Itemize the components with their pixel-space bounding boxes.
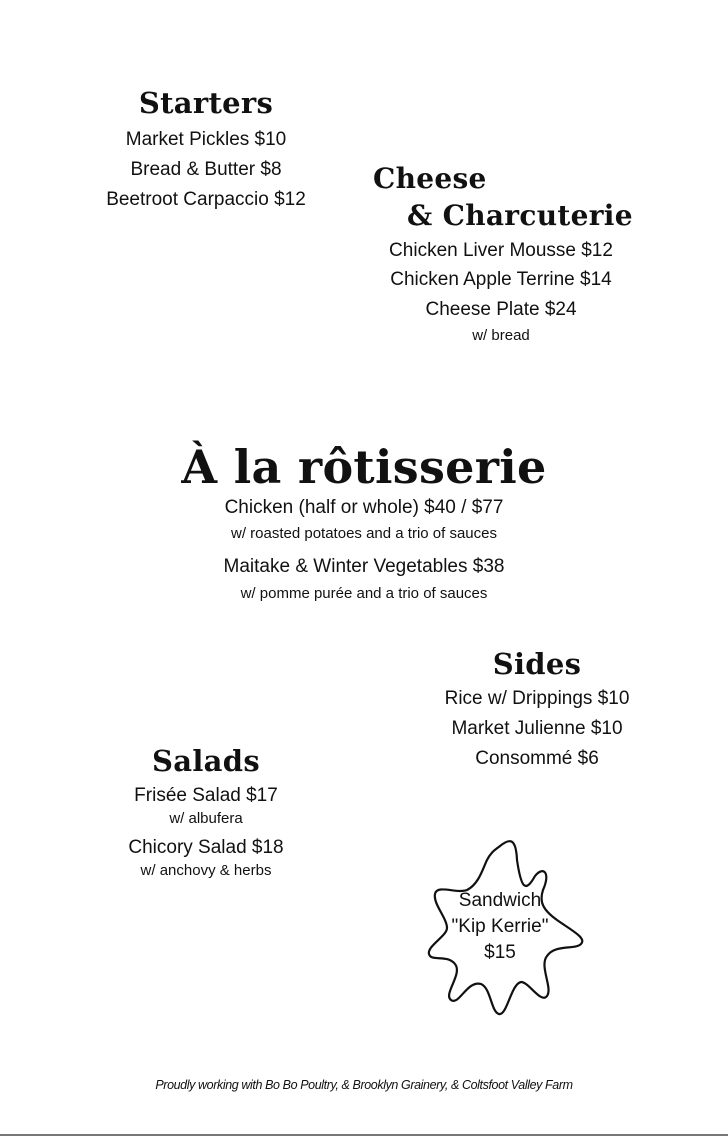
menu-item: Bread & Butter $8 (130, 159, 282, 180)
special-line: $15 (484, 942, 516, 963)
menu-item-note: w/ bread (472, 327, 530, 344)
bottom-divider (0, 1134, 728, 1136)
sides-title: Sides (492, 647, 582, 681)
starters-title: Starters (138, 86, 274, 120)
cheese-title-line2: & Charcuterie (407, 199, 633, 232)
special-line: Sandwich (458, 890, 542, 911)
menu-item-note: w/ roasted potatoes and a trio of sauces (231, 525, 497, 542)
menu-item: Chicory Salad $18 (128, 837, 284, 858)
menu-item: Frisée Salad $17 (134, 785, 278, 806)
menu-item: Market Pickles $10 (125, 129, 287, 150)
menu-item: Maitake & Winter Vegetables $38 (223, 556, 505, 577)
menu-item-note: w/ anchovy & herbs (140, 862, 272, 879)
menu-item: Market Julienne $10 (451, 718, 623, 739)
menu-item: Beetroot Carpaccio $12 (106, 189, 306, 210)
special-label (440, 888, 560, 966)
menu-item-note: w/ pomme purée and a trio of sauces (240, 585, 488, 602)
menu-item: Chicken Liver Mousse $12 (389, 240, 613, 261)
menu-item: Chicken Apple Terrine $14 (390, 269, 612, 290)
menu-item: Rice w/ Drippings $10 (444, 688, 630, 709)
cheese-title-line1: Cheese (373, 162, 487, 195)
footer-credits: Proudly working with Bo Bo Poultry, & Brooklyn Grainery, & Coltsfoot Valley Farm (155, 1078, 573, 1092)
special-line: "Kip Kerrie" (451, 916, 549, 937)
special-starburst (425, 832, 587, 1020)
menu-item-note: w/ albufera (169, 810, 243, 827)
menu-item: Cheese Plate $24 (425, 299, 577, 320)
menu-item: Chicken (half or whole) $40 / $77 (224, 497, 504, 518)
rotisserie-title: À la rôtisserie (181, 440, 547, 494)
menu-item: Consommé $6 (475, 748, 599, 769)
salads-title: Salads (152, 744, 260, 778)
